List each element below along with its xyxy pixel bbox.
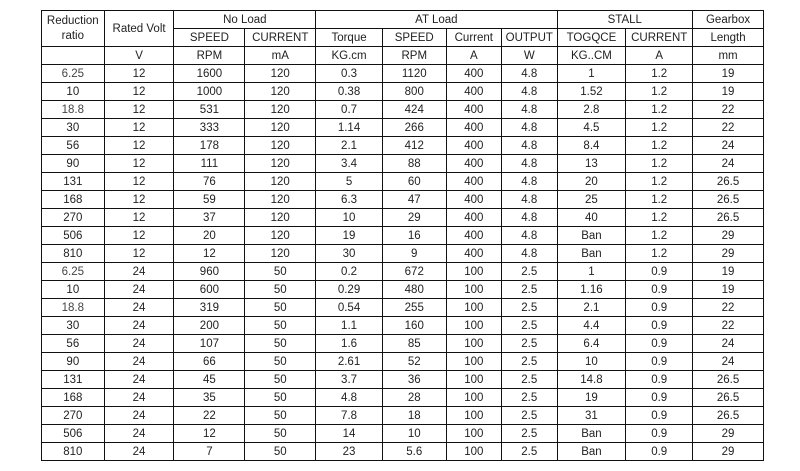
stall-current-cell: 1.2 — [626, 173, 693, 191]
rated-volt-cell: 12 — [104, 83, 174, 101]
load-current-cell: 400 — [446, 83, 501, 101]
output-cell: 4.8 — [502, 155, 558, 173]
stall-current-cell: 1.2 — [626, 65, 693, 83]
no-load-current-cell: 50 — [245, 407, 316, 425]
no-load-current-cell: 120 — [245, 101, 316, 119]
stall-current-cell: 1.2 — [626, 137, 693, 155]
torque-cell: 19 — [316, 227, 383, 245]
table-row — [42, 245, 764, 263]
reduction-ratio-cell: 90 — [42, 353, 105, 371]
load-current-cell: 100 — [446, 425, 501, 443]
stall-torque-cell: 20 — [557, 173, 626, 191]
rated-volt-cell: 12 — [104, 65, 174, 83]
gearbox-length-cell: 29 — [693, 227, 764, 245]
stall-current-cell: 1.2 — [626, 101, 693, 119]
load-speed-cell: 266 — [382, 119, 446, 137]
rated-volt-cell: 24 — [104, 299, 174, 317]
no-load-current-cell: 120 — [245, 191, 316, 209]
reduction-ratio-cell: 10 — [42, 281, 105, 299]
stall-torque-cell: 31 — [557, 407, 626, 425]
table-row — [42, 155, 764, 173]
output-cell: 2.5 — [502, 443, 558, 461]
reduction-ratio-cell: 270 — [42, 407, 105, 425]
load-current-cell: 400 — [446, 65, 501, 83]
rated-volt-cell: 24 — [104, 389, 174, 407]
no-load-speed-cell: 319 — [174, 299, 245, 317]
at-load-current-header: Current — [446, 29, 501, 47]
rated-volt-cell: 24 — [104, 371, 174, 389]
load-current-cell: 400 — [446, 155, 501, 173]
no-load-speed-cell: 111 — [174, 155, 245, 173]
load-speed-cell: 16 — [382, 227, 446, 245]
reduction-ratio-cell: 30 — [42, 119, 105, 137]
output-cell: 2.5 — [502, 299, 558, 317]
load-current-cell: 100 — [446, 335, 501, 353]
no-load-speed-cell: 20 — [174, 227, 245, 245]
reduction-ratio-cell: 168 — [42, 191, 105, 209]
table-row — [42, 389, 764, 407]
table-row — [42, 173, 764, 191]
load-current-cell: 100 — [446, 353, 501, 371]
stall-current-cell: 0.9 — [626, 263, 693, 281]
torque-cell: 0.2 — [316, 263, 383, 281]
table-row — [42, 209, 764, 227]
no-load-current-cell: 120 — [245, 137, 316, 155]
stall-torque-header: TOGQCE — [557, 29, 626, 47]
reduction-ratio-cell: 30 — [42, 317, 105, 335]
table-row — [42, 371, 764, 389]
stall-torque-cell: Ban — [557, 425, 626, 443]
rated-volt-cell: 12 — [104, 227, 174, 245]
output-cell: 2.5 — [502, 371, 558, 389]
load-speed-cell: 28 — [382, 389, 446, 407]
no-load-current-cell: 120 — [245, 155, 316, 173]
output-cell: 4.8 — [502, 245, 558, 263]
unit-amp: A — [446, 47, 501, 65]
rated-volt-cell: 24 — [104, 263, 174, 281]
no-load-current-cell: 120 — [245, 119, 316, 137]
stall-torque-cell: 4.5 — [557, 119, 626, 137]
table-row — [42, 65, 764, 83]
reduction-ratio-cell: 10 — [42, 83, 105, 101]
load-speed-cell: 800 — [382, 83, 446, 101]
header-row-groups — [42, 11, 764, 29]
torque-cell: 0.29 — [316, 281, 383, 299]
no-load-current-cell: 50 — [245, 353, 316, 371]
output-cell: 4.8 — [502, 119, 558, 137]
load-speed-cell: 85 — [382, 335, 446, 353]
reduction-ratio-cell: 56 — [42, 335, 105, 353]
stall-torque-cell: 6.4 — [557, 335, 626, 353]
stall-current-cell: 0.9 — [626, 407, 693, 425]
load-current-cell: 400 — [446, 209, 501, 227]
stall-current-header: CURRENT — [626, 29, 693, 47]
stall-current-cell: 0.9 — [626, 335, 693, 353]
load-speed-cell: 47 — [382, 191, 446, 209]
no-load-speed-cell: 1600 — [174, 65, 245, 83]
rated-volt-cell: 24 — [104, 353, 174, 371]
gearbox-header: Gearbox — [693, 11, 764, 29]
output-cell: 2.5 — [502, 281, 558, 299]
load-speed-cell: 412 — [382, 137, 446, 155]
torque-cell: 2.1 — [316, 137, 383, 155]
no-load-speed-cell: 66 — [174, 353, 245, 371]
no-load-current-cell: 120 — [245, 227, 316, 245]
reduction-ratio-cell: 6.25 — [42, 65, 105, 83]
reduction-ratio-cell: 506 — [42, 227, 105, 245]
load-speed-cell: 424 — [382, 101, 446, 119]
at-load-output-header: OUTPUT — [502, 29, 558, 47]
torque-cell: 1.14 — [316, 119, 383, 137]
no-load-speed-cell: 1000 — [174, 83, 245, 101]
no-load-speed-cell: 600 — [174, 281, 245, 299]
load-current-cell: 100 — [446, 371, 501, 389]
gearbox-length-cell: 26.5 — [693, 173, 764, 191]
gearbox-length-cell: 26.5 — [693, 407, 764, 425]
stall-current-cell: 1.2 — [626, 83, 693, 101]
stall-current-cell: 1.2 — [626, 245, 693, 263]
stall-torque-cell: 25 — [557, 191, 626, 209]
no-load-speed-header: SPEED — [174, 29, 245, 47]
output-cell: 2.5 — [502, 425, 558, 443]
stall-torque-cell: 1 — [557, 65, 626, 83]
torque-cell: 5 — [316, 173, 383, 191]
stall-torque-cell: 1.52 — [557, 83, 626, 101]
torque-cell: 1.1 — [316, 317, 383, 335]
gearbox-length-cell: 26.5 — [693, 389, 764, 407]
stall-torque-cell: 8.4 — [557, 137, 626, 155]
stall-torque-cell: Ban — [557, 245, 626, 263]
torque-cell: 7.8 — [316, 407, 383, 425]
load-speed-cell: 5.6 — [382, 443, 446, 461]
no-load-current-cell: 120 — [245, 209, 316, 227]
table-row — [42, 299, 764, 317]
reduction-ratio-cell: 6.25 — [42, 263, 105, 281]
motor-spec-table — [41, 10, 764, 461]
table-row — [42, 317, 764, 335]
load-speed-cell: 18 — [382, 407, 446, 425]
stall-torque-cell: Ban — [557, 443, 626, 461]
load-speed-cell: 10 — [382, 425, 446, 443]
no-load-speed-cell: 45 — [174, 371, 245, 389]
reduction-ratio-header: Reduction ratio — [42, 11, 105, 47]
table-row — [42, 83, 764, 101]
torque-cell: 0.54 — [316, 299, 383, 317]
stall-current-cell: 0.9 — [626, 389, 693, 407]
output-cell: 2.5 — [502, 353, 558, 371]
table-row — [42, 335, 764, 353]
unit-mm: mm — [693, 47, 764, 65]
table-row — [42, 263, 764, 281]
table-row — [42, 443, 764, 461]
gearbox-length-cell: 26.5 — [693, 371, 764, 389]
table-row — [42, 137, 764, 155]
rated-volt-cell: 12 — [104, 173, 174, 191]
load-current-cell: 100 — [446, 407, 501, 425]
load-speed-cell: 36 — [382, 371, 446, 389]
load-speed-cell: 9 — [382, 245, 446, 263]
no-load-speed-cell: 200 — [174, 317, 245, 335]
output-cell: 4.8 — [502, 209, 558, 227]
unit-rpm: RPM — [382, 47, 446, 65]
load-speed-cell: 29 — [382, 209, 446, 227]
output-cell: 4.8 — [502, 173, 558, 191]
gearbox-length-cell: 24 — [693, 155, 764, 173]
load-current-cell: 100 — [446, 281, 501, 299]
torque-cell: 30 — [316, 245, 383, 263]
rated-volt-cell: 12 — [104, 119, 174, 137]
header-row-units — [42, 47, 764, 65]
gearbox-length-cell: 19 — [693, 281, 764, 299]
load-current-cell: 100 — [446, 443, 501, 461]
load-current-cell: 100 — [446, 263, 501, 281]
output-cell: 4.8 — [502, 65, 558, 83]
gearbox-length-cell: 22 — [693, 317, 764, 335]
torque-cell: 3.4 — [316, 155, 383, 173]
reduction-ratio-cell: 131 — [42, 371, 105, 389]
gearbox-length-cell: 24 — [693, 137, 764, 155]
stall-current-cell: 0.9 — [626, 317, 693, 335]
no-load-current-cell: 50 — [245, 281, 316, 299]
load-speed-cell: 52 — [382, 353, 446, 371]
no-load-header: No Load — [174, 11, 316, 29]
torque-cell: 10 — [316, 209, 383, 227]
reduction-ratio-cell: 18.8 — [42, 101, 105, 119]
stall-current-cell: 0.9 — [626, 443, 693, 461]
at-load-torque-header: Torque — [316, 29, 383, 47]
no-load-speed-cell: 12 — [174, 425, 245, 443]
table-row — [42, 191, 764, 209]
table-row — [42, 227, 764, 245]
torque-cell: 0.38 — [316, 83, 383, 101]
rated-volt-cell: 24 — [104, 425, 174, 443]
no-load-speed-cell: 35 — [174, 389, 245, 407]
no-load-current-cell: 50 — [245, 425, 316, 443]
load-current-cell: 100 — [446, 317, 501, 335]
gearbox-length-cell: 22 — [693, 299, 764, 317]
output-cell: 4.8 — [502, 191, 558, 209]
unit-ma: mA — [245, 47, 316, 65]
stall-current-cell: 1.2 — [626, 227, 693, 245]
no-load-speed-cell: 59 — [174, 191, 245, 209]
no-load-current-cell: 120 — [245, 245, 316, 263]
rated-volt-cell: 24 — [104, 407, 174, 425]
no-load-speed-cell: 178 — [174, 137, 245, 155]
output-cell: 2.5 — [502, 317, 558, 335]
stall-torque-cell: 2.8 — [557, 101, 626, 119]
torque-cell: 3.7 — [316, 371, 383, 389]
rated-volt-cell: 12 — [104, 101, 174, 119]
load-current-cell: 100 — [446, 299, 501, 317]
stall-current-cell: 0.9 — [626, 281, 693, 299]
gearbox-length-cell: 29 — [693, 443, 764, 461]
rated-volt-cell: 12 — [104, 209, 174, 227]
torque-cell: 14 — [316, 425, 383, 443]
load-speed-cell: 1120 — [382, 65, 446, 83]
rated-volt-header: Rated Volt — [104, 11, 174, 47]
output-cell: 4.8 — [502, 101, 558, 119]
output-cell: 4.8 — [502, 137, 558, 155]
output-cell: 4.8 — [502, 83, 558, 101]
gearbox-length-cell: 22 — [693, 101, 764, 119]
load-speed-cell: 60 — [382, 173, 446, 191]
no-load-speed-cell: 107 — [174, 335, 245, 353]
no-load-current-cell: 50 — [245, 263, 316, 281]
gearbox-length-cell: 22 — [693, 119, 764, 137]
no-load-current-header: CURRENT — [245, 29, 316, 47]
output-cell: 2.5 — [502, 389, 558, 407]
no-load-speed-cell: 76 — [174, 173, 245, 191]
rated-volt-cell: 24 — [104, 443, 174, 461]
gearbox-length-cell: 19 — [693, 263, 764, 281]
torque-cell: 0.7 — [316, 101, 383, 119]
torque-cell: 1.6 — [316, 335, 383, 353]
gearbox-length-cell: 29 — [693, 425, 764, 443]
torque-cell: 4.8 — [316, 389, 383, 407]
no-load-current-cell: 120 — [245, 173, 316, 191]
table-row — [42, 119, 764, 137]
reduction-ratio-cell: 506 — [42, 425, 105, 443]
unit-amp-stall: A — [626, 47, 693, 65]
no-load-speed-cell: 960 — [174, 263, 245, 281]
load-current-cell: 400 — [446, 101, 501, 119]
unit-rpm: RPM — [174, 47, 245, 65]
gearbox-length-cell: 26.5 — [693, 209, 764, 227]
unit-kgcm-stall: KG..CM — [557, 47, 626, 65]
stall-torque-cell: 1.16 — [557, 281, 626, 299]
stall-torque-cell: 2.1 — [557, 299, 626, 317]
load-speed-cell: 255 — [382, 299, 446, 317]
output-cell: 2.5 — [502, 335, 558, 353]
stall-torque-cell: 10 — [557, 353, 626, 371]
load-speed-cell: 480 — [382, 281, 446, 299]
load-current-cell: 400 — [446, 173, 501, 191]
no-load-current-cell: 50 — [245, 335, 316, 353]
stall-torque-cell: Ban — [557, 227, 626, 245]
stall-current-cell: 1.2 — [626, 119, 693, 137]
stall-torque-cell: 1 — [557, 263, 626, 281]
stall-torque-cell: 13 — [557, 155, 626, 173]
rated-volt-cell: 12 — [104, 137, 174, 155]
at-load-speed-header: SPEED — [382, 29, 446, 47]
reduction-ratio-cell: 18.8 — [42, 299, 105, 317]
no-load-current-cell: 120 — [245, 83, 316, 101]
torque-cell: 2.61 — [316, 353, 383, 371]
output-cell: 2.5 — [502, 263, 558, 281]
torque-cell: 0.3 — [316, 65, 383, 83]
load-current-cell: 400 — [446, 191, 501, 209]
no-load-speed-cell: 12 — [174, 245, 245, 263]
gearbox-length-cell: 24 — [693, 335, 764, 353]
no-load-current-cell: 50 — [245, 317, 316, 335]
at-load-header: AT Load — [316, 11, 557, 29]
stall-torque-cell: 4.4 — [557, 317, 626, 335]
no-load-speed-cell: 531 — [174, 101, 245, 119]
stall-torque-cell: 14.8 — [557, 371, 626, 389]
stall-current-cell: 1.2 — [626, 155, 693, 173]
gearbox-length-cell: 19 — [693, 65, 764, 83]
gearbox-length-cell: 19 — [693, 83, 764, 101]
no-load-current-cell: 120 — [245, 65, 316, 83]
table-row — [42, 425, 764, 443]
load-speed-cell: 88 — [382, 155, 446, 173]
no-load-speed-cell: 333 — [174, 119, 245, 137]
no-load-speed-cell: 7 — [174, 443, 245, 461]
stall-current-cell: 0.9 — [626, 299, 693, 317]
load-current-cell: 100 — [446, 389, 501, 407]
reduction-ratio-cell: 270 — [42, 209, 105, 227]
gearbox-length-cell: 24 — [693, 353, 764, 371]
unit-kgcm: KG.cm — [316, 47, 383, 65]
no-load-current-cell: 50 — [245, 389, 316, 407]
reduction-ratio-cell: 810 — [42, 245, 105, 263]
stall-torque-cell: 40 — [557, 209, 626, 227]
rated-volt-cell: 12 — [104, 245, 174, 263]
no-load-speed-cell: 22 — [174, 407, 245, 425]
stall-current-cell: 0.9 — [626, 353, 693, 371]
torque-cell: 6.3 — [316, 191, 383, 209]
output-cell: 2.5 — [502, 407, 558, 425]
stall-current-cell: 1.2 — [626, 191, 693, 209]
table-row — [42, 353, 764, 371]
unit-watt: W — [502, 47, 558, 65]
table-body — [42, 65, 764, 461]
reduction-ratio-cell: 56 — [42, 137, 105, 155]
rated-volt-cell: 12 — [104, 155, 174, 173]
table-row — [42, 281, 764, 299]
load-current-cell: 400 — [446, 119, 501, 137]
gearbox-length-header: Length — [693, 29, 764, 47]
reduction-ratio-cell: 131 — [42, 173, 105, 191]
load-current-cell: 400 — [446, 137, 501, 155]
table-row — [42, 407, 764, 425]
load-speed-cell: 160 — [382, 317, 446, 335]
table-row — [42, 101, 764, 119]
load-current-cell: 400 — [446, 227, 501, 245]
load-current-cell: 400 — [446, 245, 501, 263]
unit-volt: V — [104, 47, 174, 65]
stall-current-cell: 1.2 — [626, 209, 693, 227]
rated-volt-cell: 24 — [104, 335, 174, 353]
no-load-current-cell: 50 — [245, 299, 316, 317]
stall-current-cell: 0.9 — [626, 425, 693, 443]
stall-current-cell: 0.9 — [626, 371, 693, 389]
reduction-ratio-cell: 168 — [42, 389, 105, 407]
rated-volt-cell: 12 — [104, 191, 174, 209]
rated-volt-cell: 24 — [104, 317, 174, 335]
reduction-ratio-cell: 90 — [42, 155, 105, 173]
torque-cell: 23 — [316, 443, 383, 461]
no-load-current-cell: 50 — [245, 443, 316, 461]
no-load-current-cell: 50 — [245, 371, 316, 389]
stall-header: STALL — [557, 11, 693, 29]
reduction-ratio-cell: 810 — [42, 443, 105, 461]
gearbox-length-cell: 26.5 — [693, 191, 764, 209]
gearbox-length-cell: 29 — [693, 245, 764, 263]
stall-torque-cell: 19 — [557, 389, 626, 407]
rated-volt-cell: 24 — [104, 281, 174, 299]
no-load-speed-cell: 37 — [174, 209, 245, 227]
load-speed-cell: 672 — [382, 263, 446, 281]
output-cell: 4.8 — [502, 227, 558, 245]
unit-empty-cell — [42, 47, 105, 65]
